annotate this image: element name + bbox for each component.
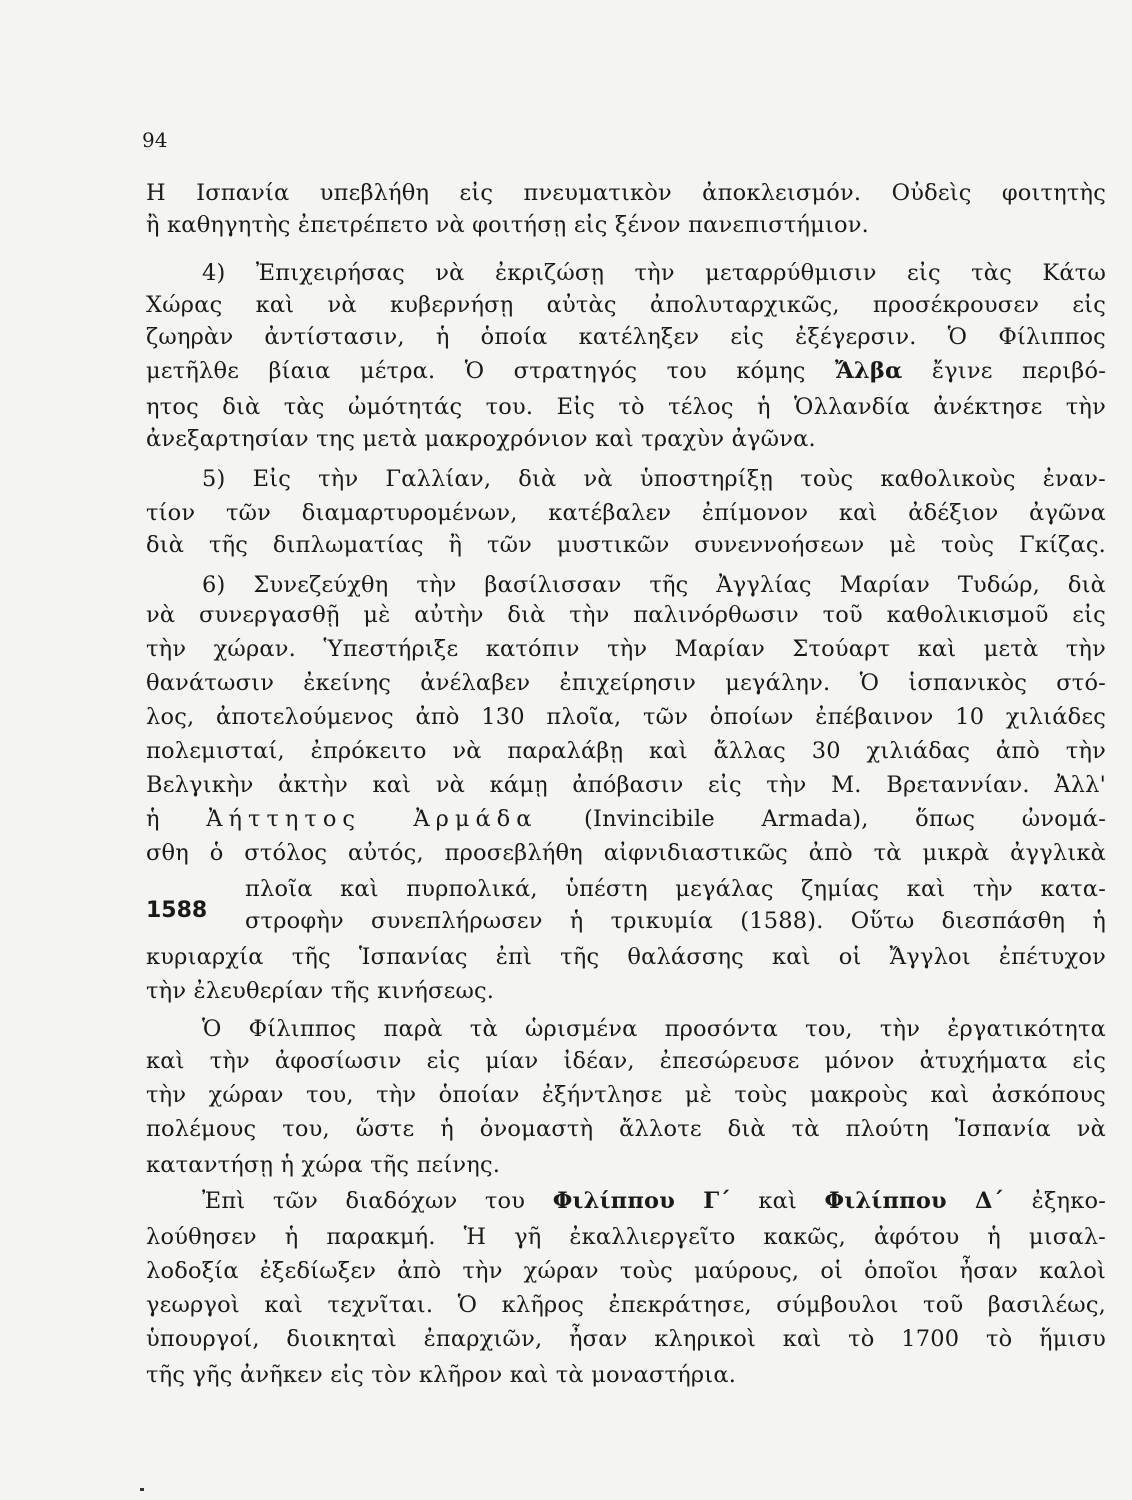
- text-line: πολεμισταί, ἐπρόκειτο νὰ παραλάβῃ καὶ ἄλλας 30 χιλιάδας ἀπὸ τὴν: [146, 738, 1106, 764]
- text-line: τίον τῶν διαμαρτυρομένων, κατέβαλεν ἐπίμονον καὶ ἀδέξιον ἀγῶνα: [146, 500, 1106, 526]
- text-line: [146, 1186, 1106, 1216]
- text-line: 4) Ἐπιχειρήσας νὰ ἐκριζώσῃ τὴν μεταρρύθμισιν εἰς τὰς Κάτω: [202, 260, 1106, 286]
- emphasis-philip-iv: Φιλίππου Δ΄: [824, 1188, 1005, 1214]
- text-segment: ἐξηκο-: [1031, 1188, 1107, 1214]
- text-segment: (Invincibile Armada), ὅπως ὠνομά-: [584, 806, 1106, 832]
- text-line: κυριαρχία τῆς Ἱσπανίας ἐπὶ τῆς θαλάσσης καὶ οἱ Ἄγγλοι ἐπέτυχον: [146, 944, 1106, 970]
- text-line: [146, 804, 1106, 834]
- text-line: καταντήσῃ ἡ χώρα τῆς πείνης.: [146, 1152, 501, 1178]
- emphasis-armada: Ἀήττητος Ἀρμάδα: [206, 806, 538, 832]
- text-line: σθη ὁ στόλος αὐτός, προσεβλήθη αἰφνιδιαστικῶς ἀπὸ τὰ μικρὰ ἀγγλικὰ: [146, 840, 1106, 866]
- text-line: γεωργοὶ καὶ τεχνῖται. Ὁ κλῆρος ἐπεκράτησε, σύμβουλοι τοῦ βασιλέως,: [146, 1292, 1106, 1318]
- text-line: Χώρας καὶ νὰ κυβερνήσῃ αὐτὰς ἀπολυταρχικῶς, προσέκρουσεν εἰς: [146, 292, 1106, 318]
- emphasis-alba: Ἄλβα: [834, 358, 903, 384]
- text-line: Βελγικὴν ἀκτὴν καὶ νὰ κάμῃ ἀπόβασιν εἰς τὴν Μ. Βρεταννίαν. Ἀλλ': [146, 772, 1106, 798]
- text-line: Η Ισπανία υπεβλήθη εἰς πνευματικὸν ἀποκλεισμόν. Οὐδεὶς φοιτητὴς: [146, 180, 1106, 206]
- text-line: 5) Εἰς τὴν Γαλλίαν, διὰ νὰ ὑποστηρίξῃ τοὺς καθολικοὺς ἐναν-: [202, 466, 1106, 492]
- emphasis-philip-iii: Φιλίππου Γ΄: [552, 1188, 731, 1214]
- text-line: νὰ συνεργασθῇ μὲ αὐτὴν διὰ τὴν παλινόρθωσιν τοῦ καθολικισμοῦ εἰς: [146, 602, 1106, 628]
- margin-year: 1588: [146, 898, 208, 923]
- text-line: πολέμους του, ὥστε ἡ ὀνομαστὴ ἄλλοτε διὰ τὰ πλούτη Ἱσπανία νὰ: [146, 1116, 1106, 1142]
- text-line: 6) Συνεζεύχθη τὴν βασίλισσαν τῆς Ἀγγλίας Μαρίαν Τυδώρ, διὰ: [202, 572, 1106, 598]
- text-line: τῆς γῆς ἀνῆκεν εἰς τὸν κλῆρον καὶ τὰ μοναστήρια.: [146, 1362, 737, 1388]
- text-line: τὴν χώραν του, τὴν ὁποίαν ἐξήντλησε μὲ τοὺς μακροὺς καὶ ἀσκόπους: [146, 1082, 1106, 1108]
- text-line: ἀνεξαρτησίαν της μετὰ μακροχρόνιον καὶ τραχὺν ἀγῶνα.: [146, 426, 816, 452]
- text-line: Ὁ Φίλιππος παρὰ τὰ ὡρισμένα προσόντα του, τὴν ἐργατικότητα: [202, 1016, 1106, 1042]
- text-segment: μετῆλθε βίαια μέτρα. Ὁ στρατηγός του κόμης: [146, 358, 806, 384]
- text-segment: ἡ: [146, 806, 160, 832]
- text-line: τὴν ἐλευθερίαν τῆς κινήσεως.: [146, 978, 495, 1004]
- text-line: ζωηρὰν ἀντίστασιν, ἡ ὁποία κατέληξεν εἰς ἐξέγερσιν. Ὁ Φίλιππος: [146, 324, 1106, 350]
- text-line: πλοῖα καὶ πυρπολικά, ὑπέστη μεγάλας ζημίας καὶ τὴν κατα-: [245, 876, 1106, 902]
- text-line: ητος διὰ τὰς ὠμότητάς του. Εἰς τὸ τέλος ἡ Ὁλλανδία ἀνέκτησε τὴν: [146, 394, 1106, 420]
- text-line: καὶ τὴν ἀφοσίωσιν εἰς μίαν ἰδέαν, ἐπεσώρευσε μόνον ἀτυχήματα εἰς: [146, 1048, 1106, 1074]
- text-line: στροφὴν συνεπλήρωσεν ἡ τρικυμία (1588). Οὕτω διεσπάσθη ἡ: [245, 908, 1106, 934]
- page-number: 94: [142, 128, 168, 152]
- text-line: λοδοξία ἐξεδίωξεν ἀπὸ τὴν χώραν τοὺς μαύρους, οἱ ὁποῖοι ἦσαν καλοὶ: [146, 1258, 1106, 1284]
- text-line: λος, ἀποτελούμενος ἀπὸ 130 πλοῖα, τῶν ὁποίων ἐπέβαινον 10 χιλιάδες: [146, 704, 1106, 730]
- scan-speck: [140, 1488, 144, 1491]
- text-line: διὰ τῆς διπλωματίας ἢ τῶν μυστικῶν συνεννοήσεων μὲ τοὺς Γκίζας.: [146, 532, 1106, 558]
- text-segment: Ἐπὶ τῶν διαδόχων του: [202, 1188, 526, 1214]
- text-segment: ἔγινε περιβό-: [931, 358, 1106, 384]
- text-line: τὴν χώραν. Ὑπεστήριξε κατόπιν τὴν Μαρίαν Στούαρτ καὶ μετὰ τὴν: [146, 636, 1106, 662]
- text-line: [146, 356, 1106, 386]
- text-segment: καὶ: [758, 1188, 798, 1214]
- text-line: ὑπουργοί, διοικηταὶ ἐπαρχιῶν, ἦσαν κληρικοὶ καὶ τὸ 1700 τὸ ἥμισυ: [146, 1326, 1106, 1352]
- text-line: λούθησεν ἡ παρακμή. Ἡ γῆ ἐκαλλιεργεῖτο κακῶς, ἀφότου ἡ μισαλ-: [146, 1224, 1106, 1250]
- text-line: ἢ καθηγητὴς ἐπετρέπετο νὰ φοιτήσῃ εἰς ξένον πανεπιστήμιον.: [146, 212, 869, 238]
- text-line: θανάτωσιν ἐκείνης ἀνέλαβεν ἐπιχείρησιν μεγάλην. Ὁ ἱσπανικὸς στό-: [146, 670, 1106, 696]
